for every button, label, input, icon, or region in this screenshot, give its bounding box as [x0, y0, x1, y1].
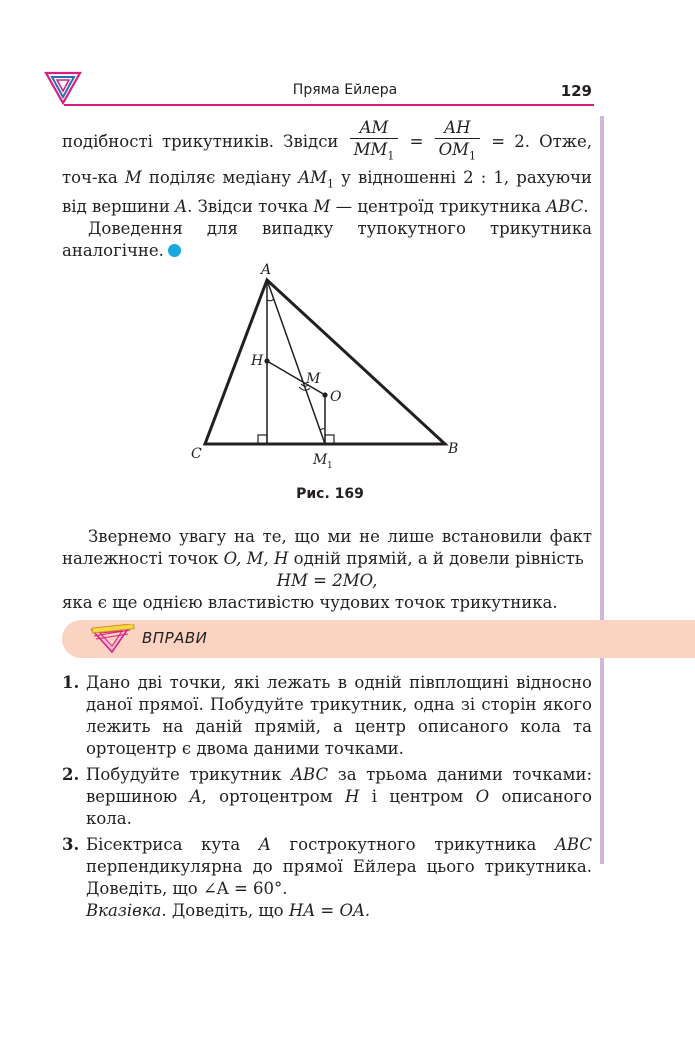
fraction-ah-om1: $\frac{AH}{OM_1}$ — [435, 118, 480, 167]
label-m: M — [306, 371, 321, 387]
side-margin-bar — [600, 116, 604, 864]
point-h — [264, 358, 269, 363]
angle-mark-a — [267, 299, 274, 301]
label-h: H — [251, 353, 264, 369]
exercises-banner — [62, 620, 695, 658]
fraction-am-mm1: $\frac{AM}{MM_1}$ — [350, 118, 399, 167]
figure-caption: Рис. 169 — [296, 486, 364, 502]
exercise-item: 3. Бісектриса кута A гострокутного трикутника ABC перпендикулярна до прямої Ейлера цього трикутника. Доведіть, що ∠A = 60°. Вказівка. Доведіть, що HA = OA. — [62, 835, 592, 920]
formula-hm-2mo: HM = 2MO, — [276, 571, 378, 590]
triangle-logo-icon — [44, 70, 82, 106]
proof-continuation: подібності трикутників. Звідси $\frac{AM}{MM_1}$ = $\frac{AH}{OM_1}$ = 2. Отже, точ-ка M поділяє медіану $AM_1$ у відношенні 2 : 1, рахуючи від вершини A. Звідси точка M — центроїд трикутника ABC. Доведення для випадку тупокутного трикутника аналогічне. — [62, 118, 592, 260]
label-c: C — [191, 446, 202, 462]
label-o: O — [330, 389, 342, 405]
label-m1-sub: 1 — [327, 461, 333, 471]
label-a: A — [261, 262, 272, 278]
running-header-title: Пряма Ейлера — [292, 82, 398, 98]
hint-label: Вказівка — [86, 901, 162, 920]
exercises-title: ВПРАВИ — [142, 629, 208, 647]
header-rule — [64, 104, 594, 106]
page-number: 129 — [560, 82, 592, 100]
note-paragraph: Звернемо увагу на те, що ми не лише встановили факт належності точок O, M, H одній прямій, а й довели рівність HM = 2MO, яка є ще однією властивістю чудових точок трикутника. — [62, 527, 592, 612]
exercise-item: 2. Побудуйте трикутник ABC за трьома даними точками: вершиною A, ортоцентром H і центром O описаного кола. — [62, 765, 593, 828]
label-b: B — [448, 441, 459, 457]
figure-169-diagram — [180, 258, 470, 478]
exercise-item: 1. Дано дві точки, які лежать в одній півплощині відносно даної прямої. Побудуйте трикутник, одна зі сторін якого лежить на даній прямій, а центр описаного кола та ортоцентр є двома даними точками. — [62, 673, 592, 758]
end-of-proof-marker-icon — [168, 244, 181, 257]
proof-note: Доведення для випадку тупокутного трикутника аналогічне. — [62, 218, 592, 260]
ruler-pencil-icon — [90, 624, 136, 654]
label-m1: M — [313, 452, 328, 468]
point-o — [322, 392, 327, 397]
median-am1 — [267, 280, 325, 444]
exercises-list — [62, 672, 592, 926]
